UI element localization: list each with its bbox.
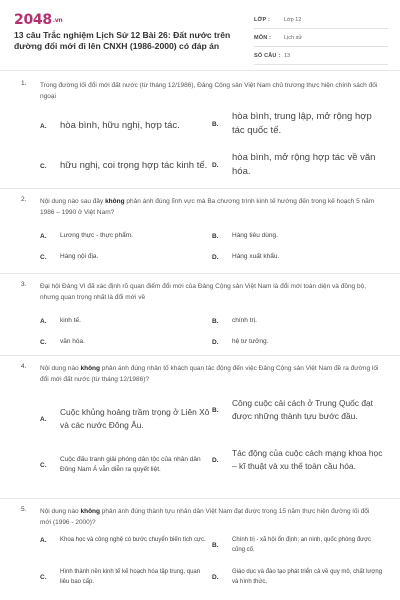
option-a[interactable]: [40, 231, 205, 241]
question-number: 5.: [21, 506, 27, 513]
option-text: hòa bình, mở rộng hợp tác về văn hóa.: [232, 152, 376, 177]
question-5: [0, 506, 400, 600]
option-a[interactable]: [40, 406, 210, 432]
meta-panel: [254, 14, 388, 68]
option-letter: A.: [40, 232, 47, 240]
option-text: hệ tư tưởng.: [232, 338, 269, 345]
logo-main: 2048: [14, 12, 52, 28]
option-d[interactable]: [212, 447, 384, 473]
option-text: Công cuộc cải cách ở Trung Quốc đạt được những thành tựu bước đầu.: [232, 398, 373, 421]
option-letter: C.: [40, 461, 47, 469]
question-4: [0, 363, 400, 493]
option-letter: A.: [40, 317, 47, 325]
meta-row-subject: [254, 32, 388, 47]
question-text: Nội dung nào không phản ánh đúng thành tựu nhân dân Việt Nam đạt được trong 15 năm thực hiện đường lối đổi mới (1996 - 2000)?: [40, 508, 370, 526]
option-text: Khoa học và công nghệ có bước chuyển biến tích cực.: [60, 537, 206, 543]
option-text: hòa bình, trung lập, mở rộng hợp tác quốc tế.: [232, 111, 372, 136]
option-letter: D.: [212, 338, 219, 346]
meta-label-count: SỐ CÂU :: [254, 53, 281, 59]
option-c[interactable]: [40, 455, 210, 475]
question-3: [0, 281, 400, 349]
question-number: 1.: [21, 80, 27, 87]
option-letter: A.: [40, 537, 47, 545]
option-a[interactable]: [40, 536, 208, 546]
option-b[interactable]: [212, 231, 377, 241]
option-letter: B.: [212, 317, 219, 325]
emphasis-word: không: [105, 198, 125, 205]
option-c[interactable]: [40, 159, 210, 173]
option-text: Giáo dục và đào tạo phát triển cả về quy mô, chất lượng và hình thức.: [232, 569, 383, 585]
question-text: Nội dung nào sau đây không phản ánh đúng lĩnh vực mà Ba chương trình kinh tế hướng đến trong kế hoạch 5 năm 1986 – 1990 ở Việt Nam?: [40, 198, 375, 216]
meta-row-class: [254, 14, 388, 29]
option-text: Hàng nội địa.: [60, 253, 99, 260]
question-number: 2.: [21, 196, 27, 203]
option-text: Hình thành nền kinh tế kế hoạch hóa tập trung, quan liêu bao cấp.: [60, 569, 201, 585]
divider: [0, 273, 400, 274]
option-d[interactable]: [212, 151, 384, 179]
option-a[interactable]: [40, 316, 205, 326]
option-letter: A.: [40, 122, 47, 130]
question-text: Trong đường lối đổi mới đất nước (từ tháng 12/1986), Đảng Cộng sản Việt Nam chủ trương thực hiện chính sách đối ngoại: [40, 82, 378, 100]
question-text: Nội dung nào không phản ánh đúng nhân tố khách quan tác động đến việc Đảng Cộng sản Việt Nam đề ra đường lối đổi mới đất nước (từ tháng 12/1986)?: [40, 365, 379, 383]
option-text: Hàng tiêu dùng.: [232, 232, 278, 239]
option-d[interactable]: [212, 568, 384, 587]
option-text: Cuộc đấu tranh giải phóng dân tộc của nhân dân Đông Nam Á vẫn diễn ra quyết liệt.: [60, 456, 201, 473]
option-d[interactable]: [212, 337, 377, 347]
option-b[interactable]: [212, 397, 384, 423]
option-letter: B.: [212, 406, 219, 414]
question-number: 3.: [21, 281, 27, 288]
divider: [0, 188, 400, 189]
option-a[interactable]: [40, 119, 200, 133]
option-text: Hàng xuất khẩu.: [232, 253, 280, 260]
option-b[interactable]: [212, 110, 384, 138]
meta-row-count: [254, 50, 388, 65]
option-text: Lương thực - thực phẩm.: [60, 232, 133, 239]
question-text: Đại hội Đảng VI đã xác định rõ quan điểm đổi mới của Đảng Cộng sản Việt Nam là đổi mới toàn diện và đồng bộ, nhưng quan trọng nhất là đổi mới về: [40, 283, 367, 301]
option-letter: B.: [212, 120, 219, 128]
option-text: Tác động của cuộc cách mạng khoa học – kĩ thuật và xu thế toàn cầu hóa.: [232, 448, 383, 471]
option-text: văn hóa.: [60, 338, 85, 345]
meta-label-subject: MÔN :: [254, 35, 272, 41]
option-c[interactable]: [40, 252, 205, 262]
option-text: kinh tế.: [60, 317, 81, 324]
option-letter: D.: [212, 253, 219, 261]
page-title: 13 câu Trắc nghiệm Lịch Sử 12 Bài 26: Đất nước trên đường đổi mới đi lên CNXH (1986-2000) có đáp án: [14, 30, 231, 51]
option-c[interactable]: [40, 337, 205, 347]
option-letter: B.: [212, 542, 219, 549]
meta-value-count: 13: [284, 53, 291, 59]
meta-label-class: LỚP :: [254, 17, 270, 23]
option-text: chính trị.: [232, 317, 257, 324]
meta-value-subject: Lịch sử: [284, 35, 303, 41]
option-letter: D.: [212, 161, 219, 169]
option-letter: D.: [212, 456, 219, 464]
logo-suffix: .vn: [52, 16, 63, 24]
option-letter: C.: [40, 162, 47, 170]
page-header: [0, 0, 400, 66]
site-logo[interactable]: [14, 12, 62, 28]
emphasis-word: không: [80, 365, 100, 372]
option-letter: B.: [212, 232, 219, 240]
meta-value-class: Lớp 12: [284, 17, 302, 23]
option-letter: C.: [40, 574, 47, 581]
option-b[interactable]: [212, 536, 384, 555]
divider: [0, 498, 400, 499]
emphasis-word: không: [80, 508, 100, 515]
option-letter: D.: [212, 574, 219, 581]
option-text: Cuộc khủng hoảng trầm trọng ở Liên Xô và các nước Đông Âu.: [60, 407, 210, 430]
question-1: [0, 80, 400, 180]
question-number: 4.: [21, 363, 27, 370]
option-c[interactable]: [40, 568, 208, 587]
option-letter: A.: [40, 415, 47, 423]
option-text: hữu nghị, coi trọng hợp tác kinh tế.: [60, 160, 208, 171]
option-b[interactable]: [212, 316, 377, 326]
option-letter: C.: [40, 338, 47, 346]
divider: [0, 355, 400, 356]
question-2: [0, 196, 400, 266]
option-text: Chính trị - xã hội ổn định; an ninh, quốc phòng được củng cố.: [232, 537, 372, 553]
option-d[interactable]: [212, 252, 377, 262]
option-letter: C.: [40, 253, 47, 261]
option-text: hòa bình, hữu nghị, hợp tác.: [60, 120, 180, 131]
divider: [0, 70, 400, 71]
